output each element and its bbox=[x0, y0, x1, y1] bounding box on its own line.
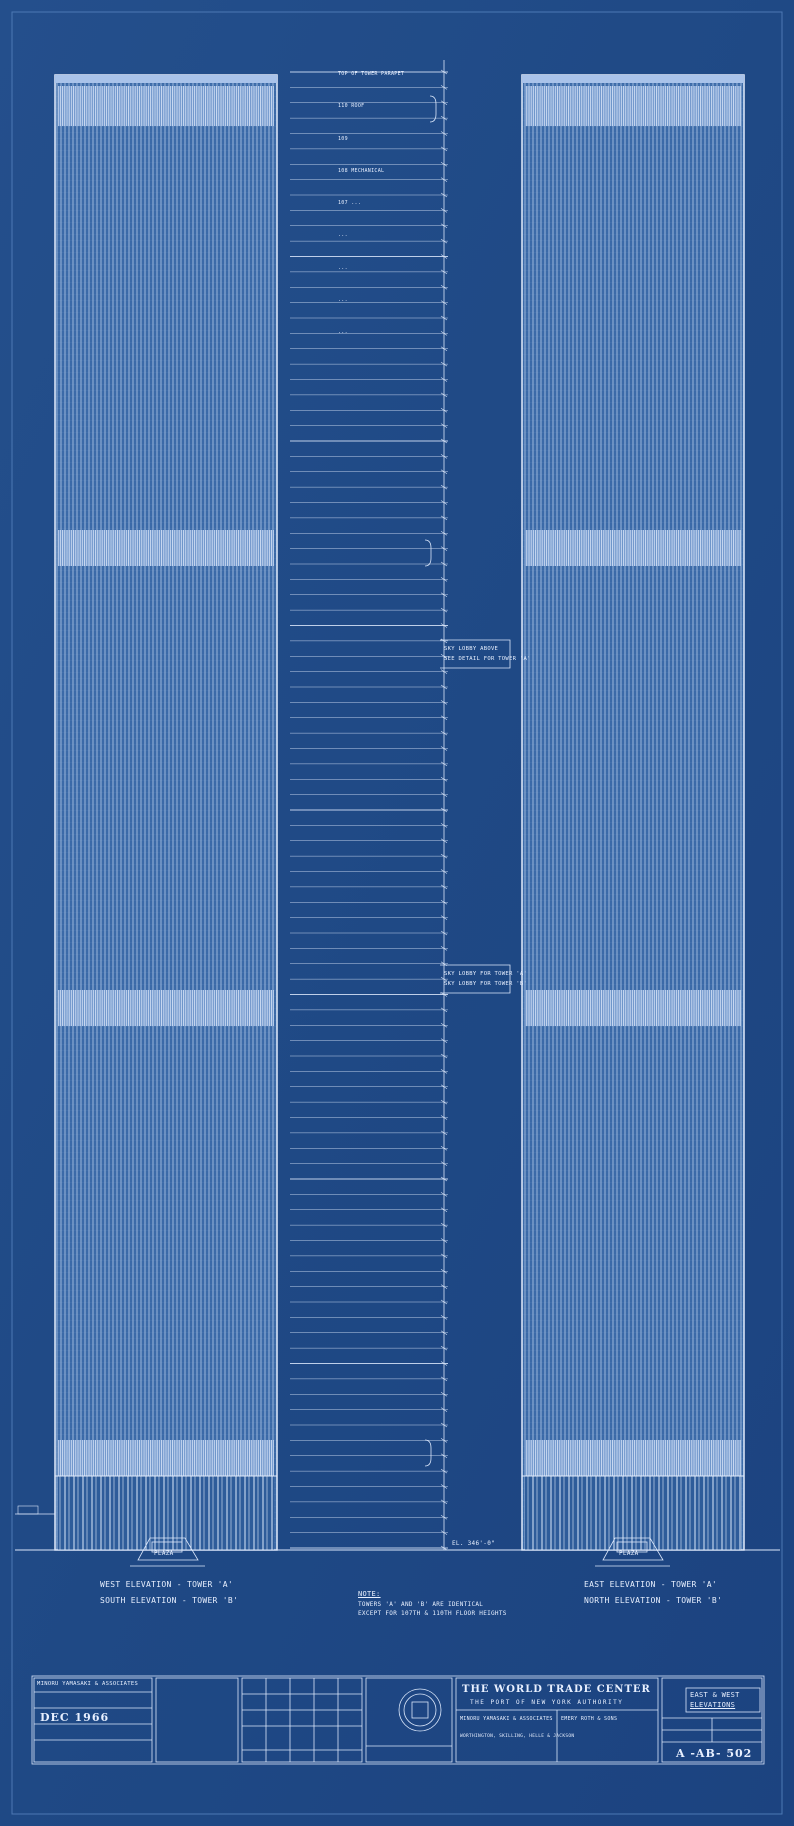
right-elevation-caption-1: EAST ELEVATION - TOWER 'A' bbox=[584, 1580, 718, 1589]
right-tower-elevation bbox=[522, 75, 744, 1550]
floor-label: ... bbox=[338, 264, 348, 271]
architect-block-title: MINORU YAMASAKI & ASSOCIATES bbox=[37, 1681, 139, 1687]
note-line-1: TOWERS 'A' AND 'B' ARE IDENTICAL bbox=[358, 1601, 484, 1608]
sheet-title-2: ELEVATIONS bbox=[690, 1701, 736, 1709]
architects-1: MINORU YAMASAKI & ASSOCIATES bbox=[460, 1716, 553, 1722]
plaza-right-label: PLAZA bbox=[619, 1550, 639, 1557]
sheet-title-1: EAST & WEST bbox=[690, 1691, 740, 1699]
floor-label: 109 bbox=[338, 135, 348, 142]
side-note-2: SEE DETAIL FOR TOWER 'A' bbox=[444, 656, 531, 662]
architects-2: EMERY ROTH & SONS bbox=[561, 1716, 618, 1722]
left-elevation-caption-2: SOUTH ELEVATION - TOWER 'B' bbox=[100, 1596, 239, 1605]
note-title: NOTE: bbox=[358, 1590, 381, 1598]
floor-label: ... bbox=[338, 232, 348, 239]
side-note-3: SKY LOBBY FOR TOWER 'A' bbox=[444, 971, 528, 977]
floor-label: TOP OF TOWER PARAPET bbox=[338, 71, 405, 77]
authority: THE PORT OF NEW YORK AUTHORITY bbox=[470, 1699, 624, 1706]
floor-label: 110 ROOF bbox=[338, 103, 365, 110]
side-note-1: SKY LOBBY ABOVE bbox=[444, 646, 499, 652]
floor-label: ... bbox=[338, 297, 348, 303]
project-title: THE WORLD TRADE CENTER bbox=[462, 1684, 651, 1695]
left-tower-elevation bbox=[55, 75, 277, 1550]
ground-elevation-label: EL. 346'-0" bbox=[452, 1540, 496, 1547]
floor-label: 108 MECHANICAL bbox=[338, 167, 385, 174]
date-stamp: DEC 1966 bbox=[40, 1711, 110, 1724]
engineers: WORTHINGTON, SKILLING, HELLE & JACKSON bbox=[460, 1734, 575, 1739]
side-note-4: SKY LOBBY FOR TOWER 'B' bbox=[444, 981, 528, 987]
floor-label: 107 ... bbox=[338, 200, 362, 207]
note-line-2: EXCEPT FOR 107TH & 110TH FLOOR HEIGHTS bbox=[358, 1610, 507, 1617]
left-elevation-caption-1: WEST ELEVATION - TOWER 'A' bbox=[100, 1580, 234, 1589]
drawing-number: A -AB- 502 bbox=[676, 1747, 753, 1760]
plaza-left-label: PLAZA bbox=[154, 1550, 174, 1557]
right-elevation-caption-2: NORTH ELEVATION - TOWER 'B' bbox=[584, 1596, 723, 1605]
floor-label: ... bbox=[338, 329, 348, 336]
